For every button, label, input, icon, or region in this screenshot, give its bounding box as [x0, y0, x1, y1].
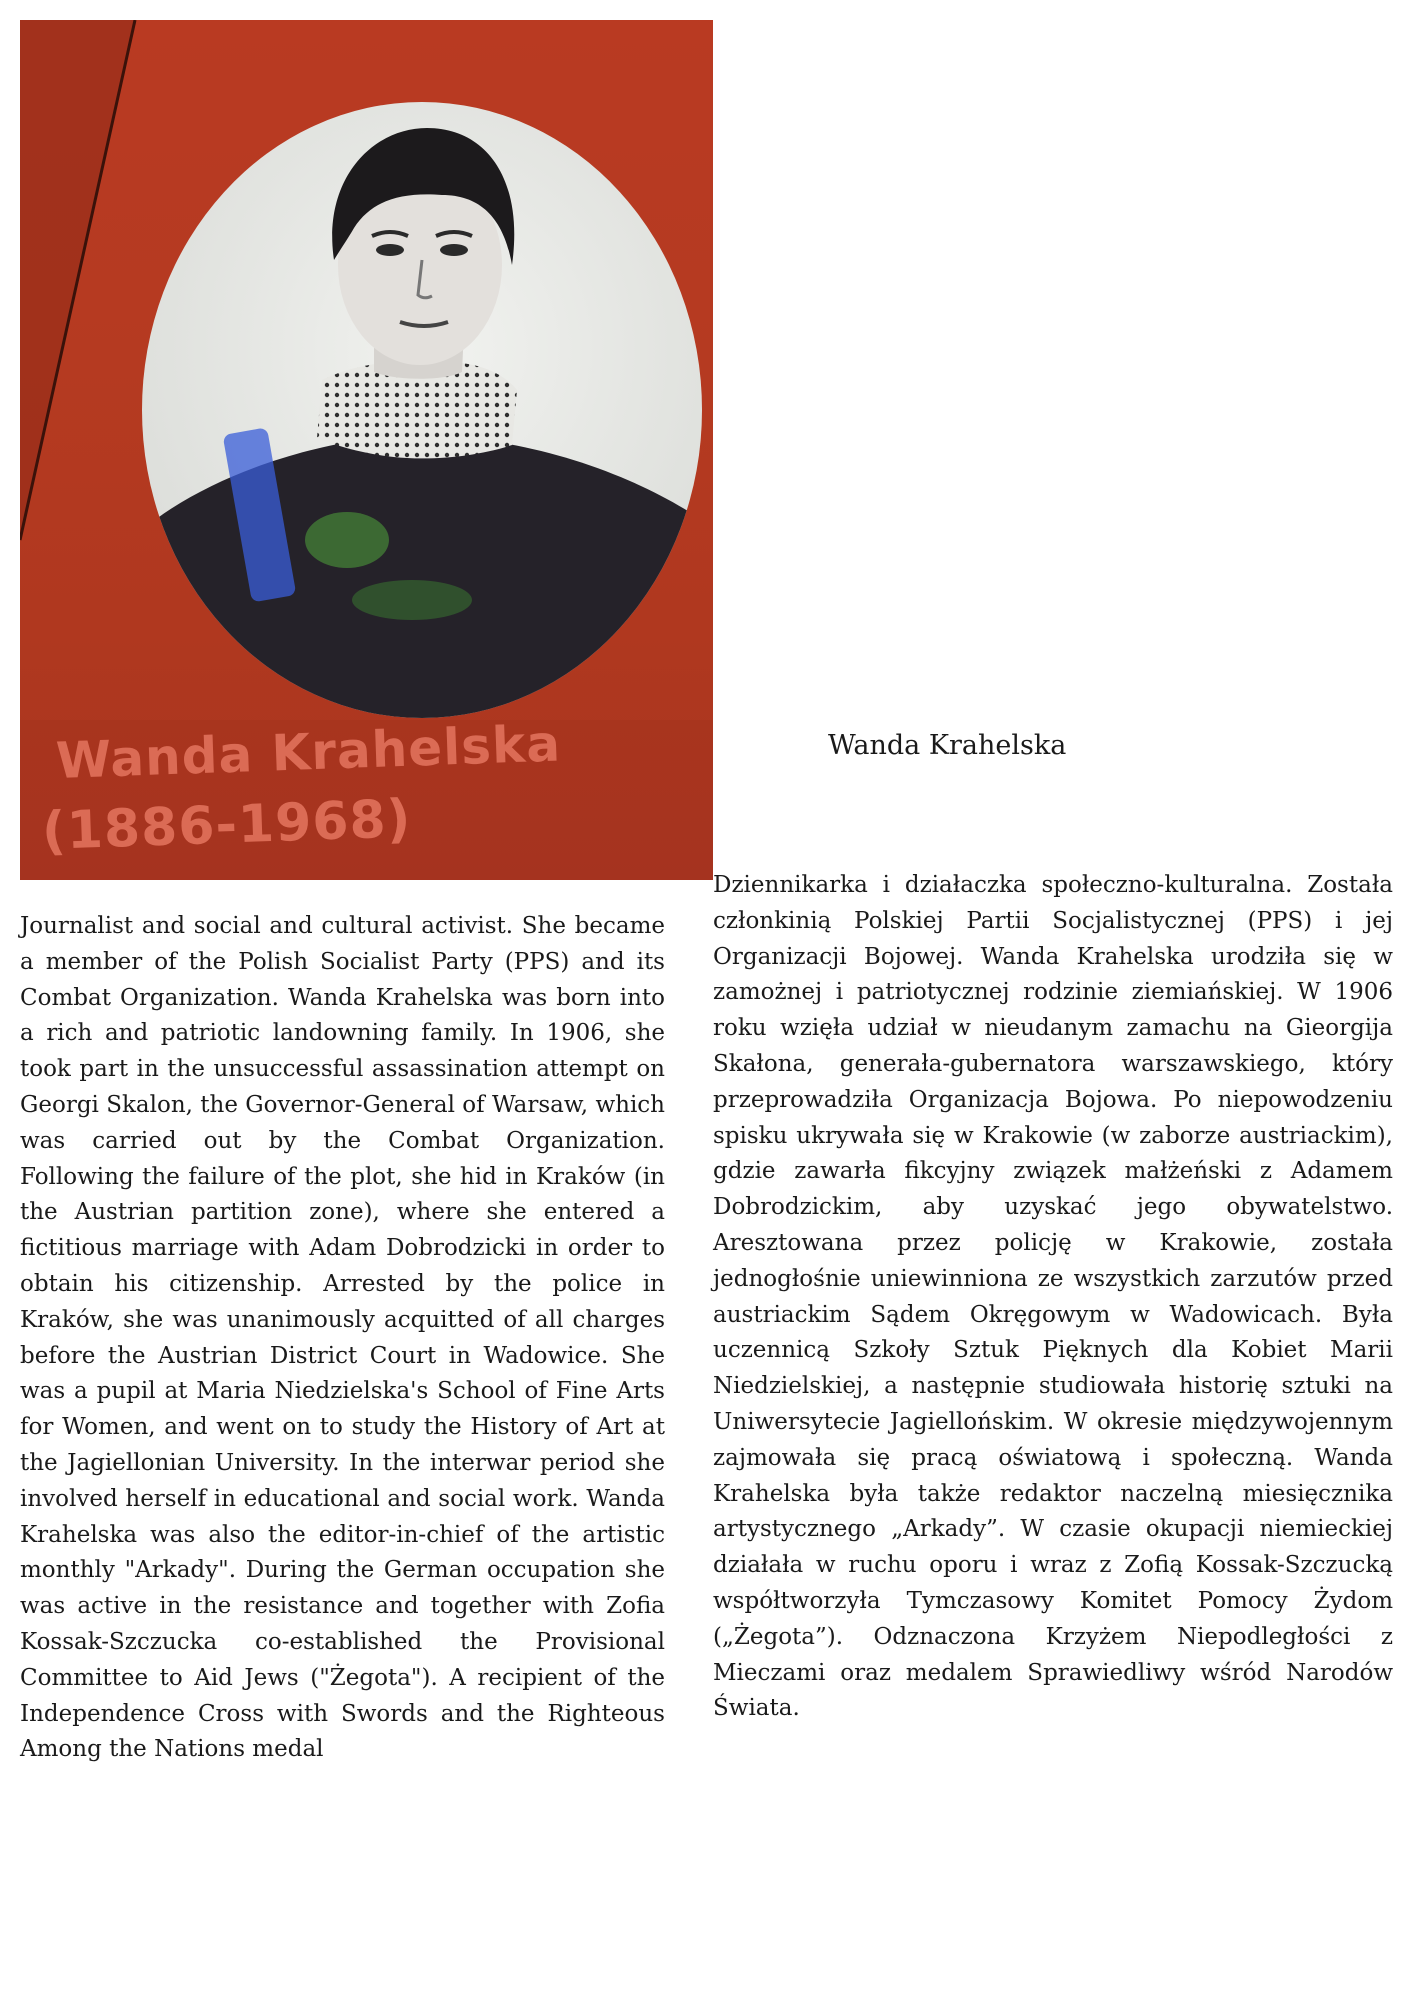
- page-title: Wanda Krahelska: [828, 730, 1067, 761]
- polish-biography: Dziennikarka i działaczka społeczno-kulturalna. Została członkinią Polskiej Partii Socjalistycznej (PPS) i jej Organizacji Bojowej. Wanda Krahelska urodziła się w zamożnej i patriotycznej rodzinie ziemiańskiej. W 1906 roku wzięła udział w nieudanym zamachu na Gieorgija Skałona, generała-gubernatora warszawskiego, który przeprowadziła Organizacja Bojowa. Po niepowodzeniu spisku ukrywała się w Krakowie (w zaborze austriackim), gdzie zawarła fikcyjny związek małżeński z Adamem Dobrodzickim, aby uzyskać jego obywatelstwo. Aresztowana przez policję w Krakowie, została jednogłośnie uniewinniona ze wszystkich zarzutów przed austriackim Sądem Okręgowym w Wadowicach. Była uczennicą Szkoły Sztuk Pięknych dla Kobiet Marii Niedzielskiej, a następnie studiowała historię sztuki na Uniwersytecie Jagiellońskim. W okresie międzywojennym zajmowała się pracą oświatową i społeczną. Wanda Krahelska była także redaktor naczelną miesięcznika artystycznego „Arkady”. W czasie okupacji niemieckiej działała w ruchu oporu i wraz z Zofią Kossak-Szczucką współtworzyła Tymczasowy Komitet Pomocy Żydom („Żegota”). Odznaczona Krzyżem Niepodległości z Mieczami oraz medalem Sprawiedliwy wśród Narodów Świata.: [713, 872, 1393, 1722]
- portrait-caption-name: Wanda Krahelska: [54, 714, 562, 790]
- english-biography: Journalist and social and cultural activist. She became a member of the Polish Socialist Party (PPS) and its Combat Organization. Wanda Krahelska was born into a rich and patriotic landowning family. In 1906, she took part in the unsuccessful assassination attempt on Georgi Skalon, the Governor-General of Warsaw, which was carried out by the Combat Organization. Following the failure of the plot, she hid in Kraków (in the Austrian partition zone), where she entered a fictitious marriage with Adam Dobrodzicki in order to obtain his citizenship. Arrested by the police in Kraków, she was unanimously acquitted of all charges before the Austrian District Court in Wadowice. She was a pupil at Maria Niedzielska's School of Fine Arts for Women, and went on to study the History of Art at the Jagiellonian University. In the interwar period she involved herself in educational and social work. Wanda Krahelska was also the editor-in-chief of the artistic monthly "Arkady". During the German occupation she was active in the resistance and together with Zofia Kossak-Szczucka co-established the Provisional Committee to Aid Jews ("Żegota"). A recipient of the Independence Cross with Swords and the Righteous Among the Nations medal: [20, 913, 665, 1763]
- portrait-oval: [142, 100, 713, 722]
- portrait-photo: [20, 20, 713, 880]
- portrait-caption-years: (1886-1968): [40, 789, 413, 862]
